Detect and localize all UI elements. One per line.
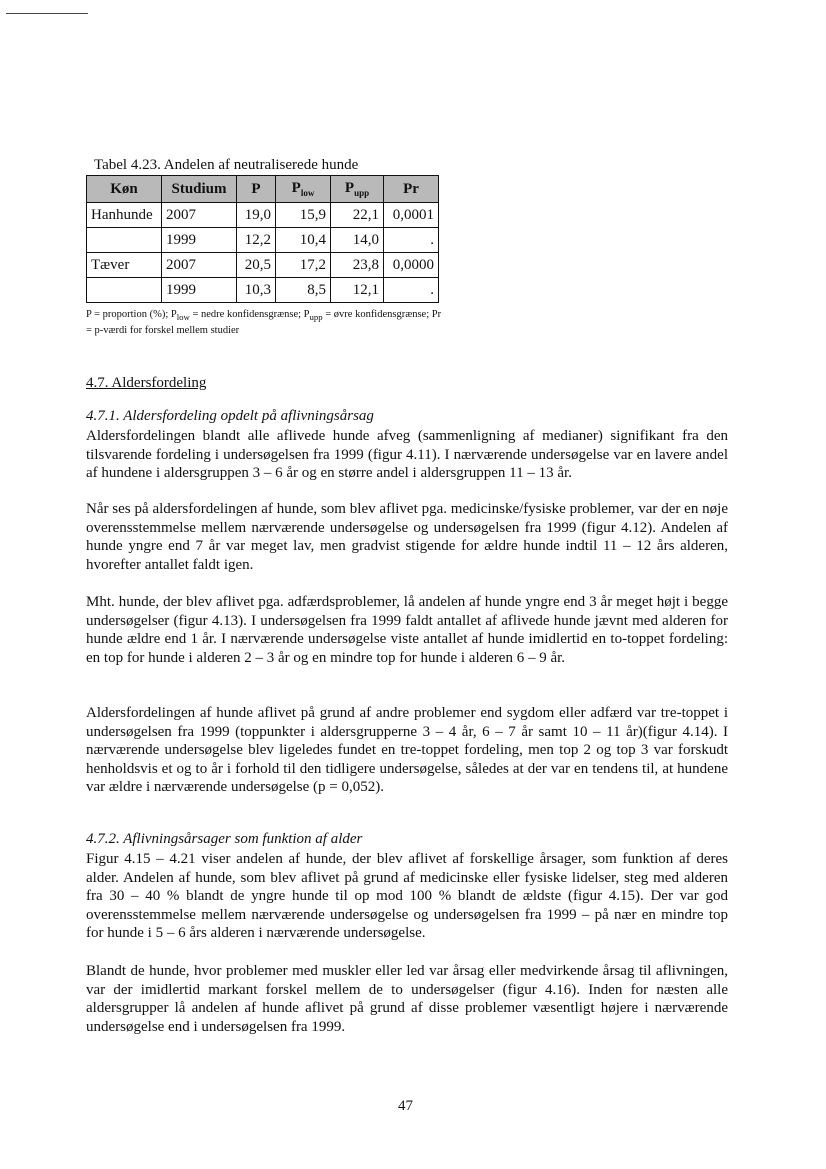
section-title: 4.7. Aldersfordeling: [86, 375, 207, 391]
table-row: [87, 203, 439, 228]
table-row: [87, 228, 439, 253]
cell-p: 19,0: [237, 203, 276, 228]
cell-p-upp: 22,1: [331, 203, 384, 228]
paragraph: Mht. hunde, der blev aflivet pga. adfærdsproblemer, lå andelen af hunde yngre end 3 år meget højt i begge undersøgelser (figur 4.13). I undersøgelsen fra 1999 faldt antallet af aflivede hunde jævnt med alderen for hunde ældre end 1 år. I nærværende undersøgelse viste antallet af hunde imidlertid en to-toppet fordeling: en top for hunde i alderen 2 – 3 år og en mindre top for hunde i alderen 6 – 9 år.: [86, 594, 728, 666]
table-caption: Tabel 4.23. Andelen af neutraliserede hunde: [94, 157, 359, 173]
cell-studium: 1999: [162, 278, 237, 303]
cell-p-low: 8,5: [276, 278, 331, 303]
cell-pr: 0,0001: [384, 203, 439, 228]
paragraph: Aldersfordelingen blandt alle aflivede hunde afveg (sammenligning af medianer) signifikant fra den tilsvarende fordeling i undersøgelsen fra 1999 (figur 4.11). I nærværende undersøgelse var en lavere andel af hundene i aldersgruppen 3 – 6 år og en større andel i aldersgruppen 11 – 13 år.: [86, 428, 728, 482]
page-number: 47: [398, 1098, 413, 1114]
paragraph: Blandt de hunde, hvor problemer med muskler eller led var årsag eller medvirkende årsag til aflivningen, var der imidlertid markant forskel mellem de to undersøgelser (figur 4.16). Inden for næsten alle aldersgrupper lå andelen af hunde aflivet på grund af disse problemer væsentligt højere i nærværende undersøgelse end i undersøgelsen fra 1999.: [86, 963, 728, 1035]
header-p: P: [237, 176, 276, 203]
table-footnote: P = proportion (%); $P_{low}$ = nedre konfidensgrænse; $P_{upp}$ = øvre konfidensgrænse; Pr = p-værdi for forskel mellem studier: [86, 309, 442, 337]
header-studium: Studium: [162, 176, 237, 203]
subsection-title: 4.7.2. Aflivningsårsager som funktion af alder: [86, 831, 363, 847]
paragraph: Figur 4.15 – 4.21 viser andelen af hunde, der blev aflivet af forskellige årsager, som funktion af deres alder. Andelen af hunde, som blev aflivet på grund af medicinske eller fysiske lidelser, steg med alderen fra 30 – 40 % blandt de yngre hunde til op mod 100 % blandt de ældste (figur 4.15). Der var god overensstemmelse mellem nærværende undersøgelse og undersøgelsen fra 1999 – på nær en mindre top for hunde i 5 – 6 års alderen i nærværende undersøgelse.: [86, 851, 728, 942]
header-pr: Pr: [384, 176, 439, 203]
cell-pr: 0,0000: [384, 253, 439, 278]
paragraph: Aldersfordelingen af hunde aflivet på grund af andre problemer end sygdom eller adfærd var tre-toppet i undersøgelsen fra 1999 (toppunkter i aldersgrupperne 3 – 4 år, 6 – 7 år samt 10 – 11 år)(figur 4.14). I nærværende undersøgelse blev ligeledes fundet en tre-toppet fordeling, men top 2 og top 3 var forskudt henholdsvis et og to år i forhold til den tidligere undersøgelse, således at der var en tendens til, at hundene var ældre i nærværende undersøgelse (p = 0,052).: [86, 705, 728, 796]
cell-p-low: 15,9: [276, 203, 331, 228]
cell-p-low: 10,4: [276, 228, 331, 253]
cell-pr: .: [384, 278, 439, 303]
cell-studium: 2007: [162, 253, 237, 278]
cell-p: 12,2: [237, 228, 276, 253]
table-row: [87, 278, 439, 303]
cell-koen: Hanhunde: [87, 203, 162, 228]
cell-p-upp: 12,1: [331, 278, 384, 303]
cell-koen: Tæver: [87, 253, 162, 278]
cell-studium: 1999: [162, 228, 237, 253]
cell-p: 20,5: [237, 253, 276, 278]
neutralization-table: [86, 175, 439, 303]
cell-p-upp: 14,0: [331, 228, 384, 253]
table-row: [87, 253, 439, 278]
cell-koen: [87, 278, 162, 303]
cell-studium: 2007: [162, 203, 237, 228]
cell-p: 10,3: [237, 278, 276, 303]
cell-p-low: 17,2: [276, 253, 331, 278]
table-header-row: [87, 176, 439, 203]
header-p-upp: $P_{upp}$: [331, 176, 384, 203]
header-koen: Køn: [87, 176, 162, 203]
paragraph: Når ses på aldersfordelingen af hunde, som blev aflivet pga. medicinske/fysiske problemer, var der en nøje overensstemmelse mellem nærværende undersøgelse og undersøgelsen fra 1999 (figur 4.12). Andelen af hunde yngre end 7 år var meget lav, men gradvist stigende for ældre hunde indtil 11 – 12 års alderen, hvorefter antallet faldt igen.: [86, 501, 728, 573]
cell-p-upp: 23,8: [331, 253, 384, 278]
cell-koen: [87, 228, 162, 253]
scan-artifact-line: [6, 13, 88, 14]
subsection-title: 4.7.1. Aldersfordeling opdelt på aflivningsårsag: [86, 408, 374, 424]
cell-pr: .: [384, 228, 439, 253]
header-p-low: $P_{low}$: [276, 176, 331, 203]
